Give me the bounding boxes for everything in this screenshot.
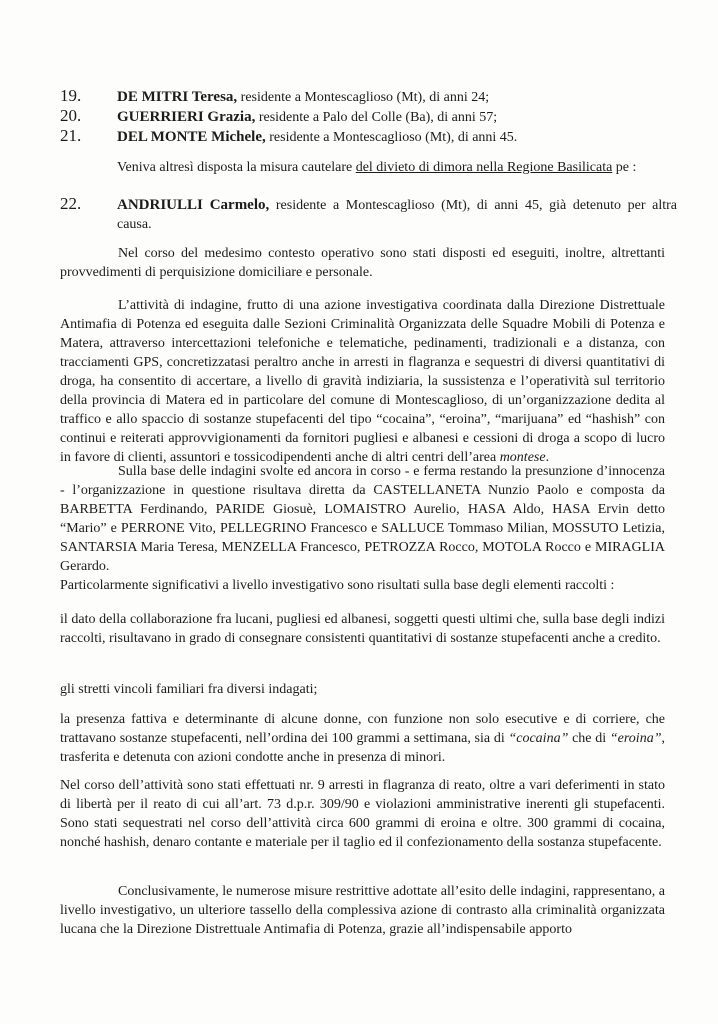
- person-name: DE MITRI Teresa,: [117, 89, 238, 105]
- paragraph-4: Particolarmente significativi a livello investigativo sono risultati sulla base degli elementi raccolti :: [60, 578, 615, 593]
- list-text: [117, 128, 677, 147]
- paragraph-3: Sulla base delle indagini svolte ed ancora in corso - e ferma restando la presunzione d’innocenza - l’organizzazione in questione risultava diretta da CASTELLANETA Nunzio Paolo e composta da BARBETTA Ferdinando, PARIDE Giosuè, LOMAISTRO Aurelio, HASA Aldo, HASA Ervin detto “Mario” e PERRONE Vito, PELLEGRINO Francesco e SALLUCE Tommaso Milian, MOSSUTO Letizia, SANTARSIA Maria Teresa, MENZELLA Francesco, PETROZZA Rocco, MOTOLA Rocco e MIRAGLIA Gerardo.: [60, 464, 665, 574]
- measure-paragraph: [117, 158, 677, 177]
- paragraph-7-text-end: , trasferita e detenuta con azioni condotte anche in presenza di minori.: [60, 731, 665, 765]
- person-details: residente a Montescaglioso (Mt), di anni 45, già detenuto per altra causa.: [117, 198, 677, 232]
- measure-text-end: pe :: [612, 160, 637, 175]
- list-number: 19.: [60, 86, 82, 105]
- list-number: 22.: [60, 194, 82, 213]
- person-details: residente a Montescaglioso (Mt), di anni 45.: [265, 130, 518, 145]
- paragraph-7: [60, 710, 665, 767]
- paragraph-6: gli stretti vincoli familiari fra diversi indagati;: [60, 682, 318, 697]
- measure-text: Veniva altresì disposta la misura cautelare: [117, 160, 356, 175]
- measure-underlined: del divieto di dimora nella Regione Basilicata: [355, 160, 613, 175]
- list-text: [117, 108, 677, 127]
- person-details: residente a Palo del Colle (Ba), di anni 57;: [255, 110, 498, 125]
- paragraph-9: Conclusivamente, le numerose misure restrittive adottate all’esito delle indagini, rappresentano, a livello investigativo, un ulteriore tassello della complessiva azione di contrasto alla criminalità organizzata lucana che la Direzione Distrettuale Antimafia di Potenza, grazie all’indispensabile apporto: [60, 884, 665, 937]
- person-details: residente a Montescaglioso (Mt), di anni 24;: [237, 90, 490, 105]
- paragraph-8: Nel corso dell’attività sono stati effettuati nr. 9 arresti in flagranza di reato, oltre a vari deferimenti in stato di libertà per il reato di cui all’art. 73 d.p.r. 309/90 e violazioni amministrative inerenti gli stupefacenti. Sono stati sequestrati nel corso dell’attività circa 600 grammi di eroina e oltre. 300 grammi di cocaina, nonché hashish, denaro contante e materiale per il taglio ed il confezionamento della sostanza stupefacente.: [60, 778, 665, 850]
- list-text: [117, 88, 677, 107]
- paragraph-7-text-mid: che di: [568, 731, 610, 746]
- person-name: GUERRIERI Grazia,: [117, 109, 256, 125]
- paragraph-7-italic-cocaina: “cocaina”: [508, 731, 569, 746]
- paragraph-2: [60, 296, 665, 467]
- list-number: 21.: [60, 126, 82, 145]
- paragraph-2-end: .: [545, 450, 550, 465]
- paragraph-7-italic-eroina: “eroina”: [609, 731, 662, 746]
- person-name: ANDRIULLI Carmelo,: [117, 197, 270, 213]
- paragraph-7-text: la presenza fattiva e determinante di alcune donne, con funzione non solo esecutive e di corriere, che trattavano sostanze stupefacenti, nell’ordina dei 100 grammi a settimana, sia di: [60, 712, 665, 746]
- paragraph-2-text: L’attività di indagine, frutto di una azione investigativa coordinata dalla Direzione Distrettuale Antimafia di Potenza ed eseguita dalle Sezioni Criminalità Organizzata delle Squadre Mobili di Potenza e Matera, attraverso intercettazioni telefoniche e telematiche, pedinamenti, tradizionali e a distanza, con tracciamenti GPS, concretizzatasi peraltro anche in arresti in flagranza e sequestri di diversi quantitativi di droga, ha consentito di accertare, a livello di gravità indiziaria, la sussistenza e l’operatività sul territorio della provincia di Matera ed in particolare del comune di Montescaglioso, di un’organizzazione dedita al traffico e allo spaccio di sostanze stupefacenti del tipo “cocaina”, “eroina”, “marijuana” ed “hashish” con continui e reiterati approvvigionamenti da fornitori pugliesi e albanesi e cessioni di droga a scopo di lucro in favore di clienti, assuntori e tossicodipendenti anche di altri centri dell’area: [60, 298, 665, 465]
- paragraph-1: Nel corso del medesimo contesto operativo sono stati disposti ed eseguiti, inoltre, altrettanti provvedimenti di perquisizione domiciliare e personale.: [60, 246, 665, 280]
- person-name: DEL MONTE Michele,: [117, 129, 266, 145]
- paragraph-2-italic: montese: [499, 450, 546, 465]
- list-text: [117, 196, 677, 234]
- list-number: 20.: [60, 106, 82, 125]
- paragraph-5: il dato della collaborazione fra lucani, pugliesi ed albanesi, soggetti questi ultimi che, sulla base degli indizi raccolti, risultavano in grado di consegnare consistenti quantitativi di sostanze stupefacenti anche a credito.: [60, 612, 665, 646]
